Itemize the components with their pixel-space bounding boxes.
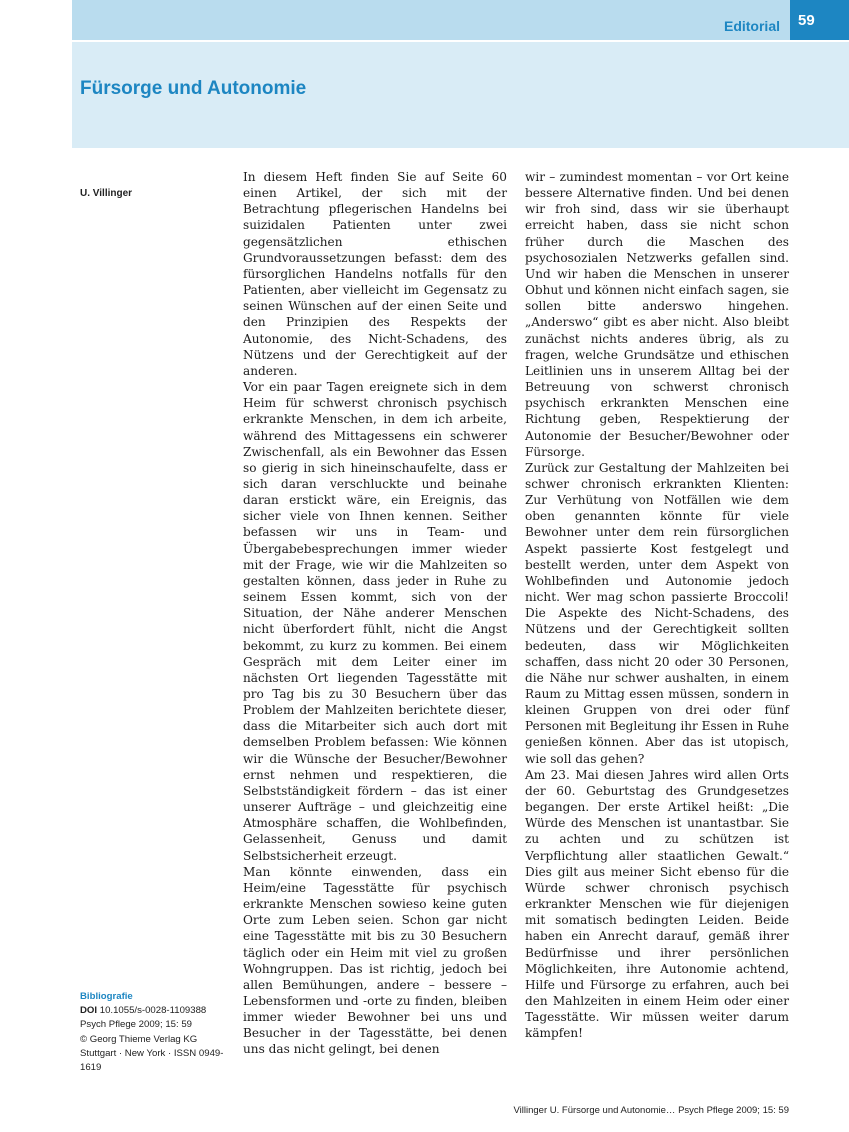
paragraph: wir – zumindest momentan – vor Ort keine bessere Alternative finden. Und bei denen wir froh sind, dass wir sie überhaupt erreicht haben, dass sie nicht schon früher durch die Maschen des psychosozialen Netzwerks gefallen sind. Und wir haben die Menschen in unserer Obhut und können nicht einfach sagen, sie sollen bitte anderswo hingehen. „Anderswo“ gibt es aber nicht. Also bleibt zunächst nichts anderes übrig, als zu fragen, welche Grundsätze und ethischen Leitlinien uns in unserem Alltag bei der Betreuung von schwerst chronisch psychisch erkrankten Menschen eine Richtung geben, Respektierung der Autonomie der Besucher/Bewohner oder Fürsorge. [525, 170, 789, 459]
paragraph: Zurück zur Gestaltung der Mahlzeiten bei schwer chronisch erkrankten Klienten: Zur Verhütung von Notfällen wie dem oben genannten könnte für viele Bewohner unter dem rein fürsorglichen Aspekt passierte Kost festgelegt und bestellt werden, unter dem Aspekt von Wohlbefinden und Autonomie jedoch nicht. Wer mag schon passierte Broccoli! Die Aspekte des Nicht-Schadens, des Nützens und der Gerechtigkeit sollten bedeuten, dass wir Möglichkeiten schaffen, dass nicht 20 oder 30 Personen, die Nähe nur schwer aushalten, in einem Raum zu Mittag essen müssen, sondern in kleinen Gruppen von drei oder fünf Personen mit Begleitung ihr Essen in Ruhe genießen können. Aber das ist utopisch, wie soll das gehen? [525, 460, 789, 766]
section-label: Editorial [723, 18, 780, 34]
paragraph: Man könnte einwenden, dass ein Heim/eine Tagesstätte für psychisch erkrankte Menschen sowieso keine guten Orte zum Leben seien. Schon gar nicht eine Tagesstätte mit bis zu 30 Besuchern täglich oder ein Heim mit viel zu großen Wohngruppen. Das ist richtig, jedoch bei allen Bemühungen, andere – bessere – Lebensformen und -orte zu finden, bleiben immer wieder Bewohner bei uns und Besucher in der Tagesstätte, bei denen uns das nicht gelingt, bei denen [243, 864, 507, 1057]
doi-line [80, 1004, 240, 1018]
author-name: U. Villinger [80, 188, 133, 199]
page-footer: Villinger U. Fürsorge und Autonomie… Psych Pflege 2009; 15: 59 [513, 1105, 789, 1116]
copyright: © Georg Thieme Verlag KG [80, 1033, 198, 1045]
publisher-location-issn: Stuttgart · New York · ISSN 0949-1619 [80, 1047, 224, 1074]
page-number: 59 [790, 0, 849, 40]
paragraph: Vor ein paar Tagen ereignete sich in dem Heim für schwerst chronisch psychisch erkrankte Menschen, in dem ich arbeite, während des Mittagessens ein schwerer Zwischenfall, als ein Bewohner das Essen so gierig in sich hineinschaufelte, dass er sich daran verschluckte und beinahe daran erstickt wäre, ein Ereignis, das sicher viele von Ihnen kennen. Seither befassen wir uns in Team- und Übergabebesprechungen immer wieder mit der Frage, wie wir die Mahlzeiten so gestalten können, dass jeder in Ruhe zu seinem Essen kommt, sich von der Situation, der Nähe anderer Menschen nicht überfordert fühlt, nicht die Angst bekommt, zu kurz zu kommen. Bei einem Gespräch mit dem Leiter einer im nächsten Ort liegenden Tagesstätte mit pro Tag bis zu 30 Besuchern über das Problem der Mahlzeiten berichtete dieser, dass die Mitarbeiter sich auch dort mit demselben Problem befassen: Wie können wir die Wünsche der Besucher/Bewohner ernst nehmen und respektieren, die Selbstständigkeit fördern – das ist einer unserer Aufträge – und gleichzeitig eine Atmosphäre schaffen, die Wohlbefinden, Gelassenheit, Genuss und damit Selbstsicherheit erzeugt. [243, 380, 507, 863]
article-title: Fürsorge und Autonomie [80, 78, 307, 99]
doi-label: DOI [80, 1005, 98, 1017]
paragraph: In diesem Heft finden Sie auf Seite 60 einen Artikel, der sich mit der Betrachtung pflegerischen Handelns bei suizidalen Patienten unter zwei gegensätzlichen ethischen Grundvoraussetzungen befasst: dem des fürsorglichen Handelns notfalls für den Patienten, aber vielleicht im Gegensatz zu seinen Wünschen auf der einen Seite und den Prinzipien des Respekts der Autonomie, des Nicht-Schadens, des Nützens und der Gerechtigkeit auf der anderen. [243, 170, 507, 378]
header-bar [72, 0, 849, 40]
bibliography-block [80, 990, 240, 1075]
bibliography-heading: Bibliografie [80, 991, 133, 1002]
doi-value[interactable]: 10.1055/s-0028-1109388 [99, 1005, 207, 1017]
citation: Psych Pflege 2009; 15: 59 [80, 1019, 193, 1031]
title-band [72, 42, 849, 148]
text-column-2 [525, 169, 789, 1041]
text-column-1 [243, 169, 507, 1058]
paragraph: Am 23. Mai diesen Jahres wird allen Orts der 60. Geburtstag des Grundgesetzes begangen. Der erste Artikel heißt: „Die Würde des Menschen ist unantastbar. Sie zu achten und zu schützen ist Verpflichtung aller staatlichen Gewalt.“ Dies gilt aus meiner Sicht ebenso für die Würde schwer chronisch psychisch erkrankter Menschen wie für diejenigen mit somatisch bedingten Leiden. Beide haben ein Anrecht darauf, gemäß ihrer Bedürfnisse und ihrer persönlichen Möglichkeiten, ihre Autonomie achtend, Hilfe und Fürsorge zu erfahren, auch bei den Mahlzeiten in einem Heim oder einer Tagesstätte. Wir müssen weiter darum kämpfen! [525, 767, 789, 1041]
